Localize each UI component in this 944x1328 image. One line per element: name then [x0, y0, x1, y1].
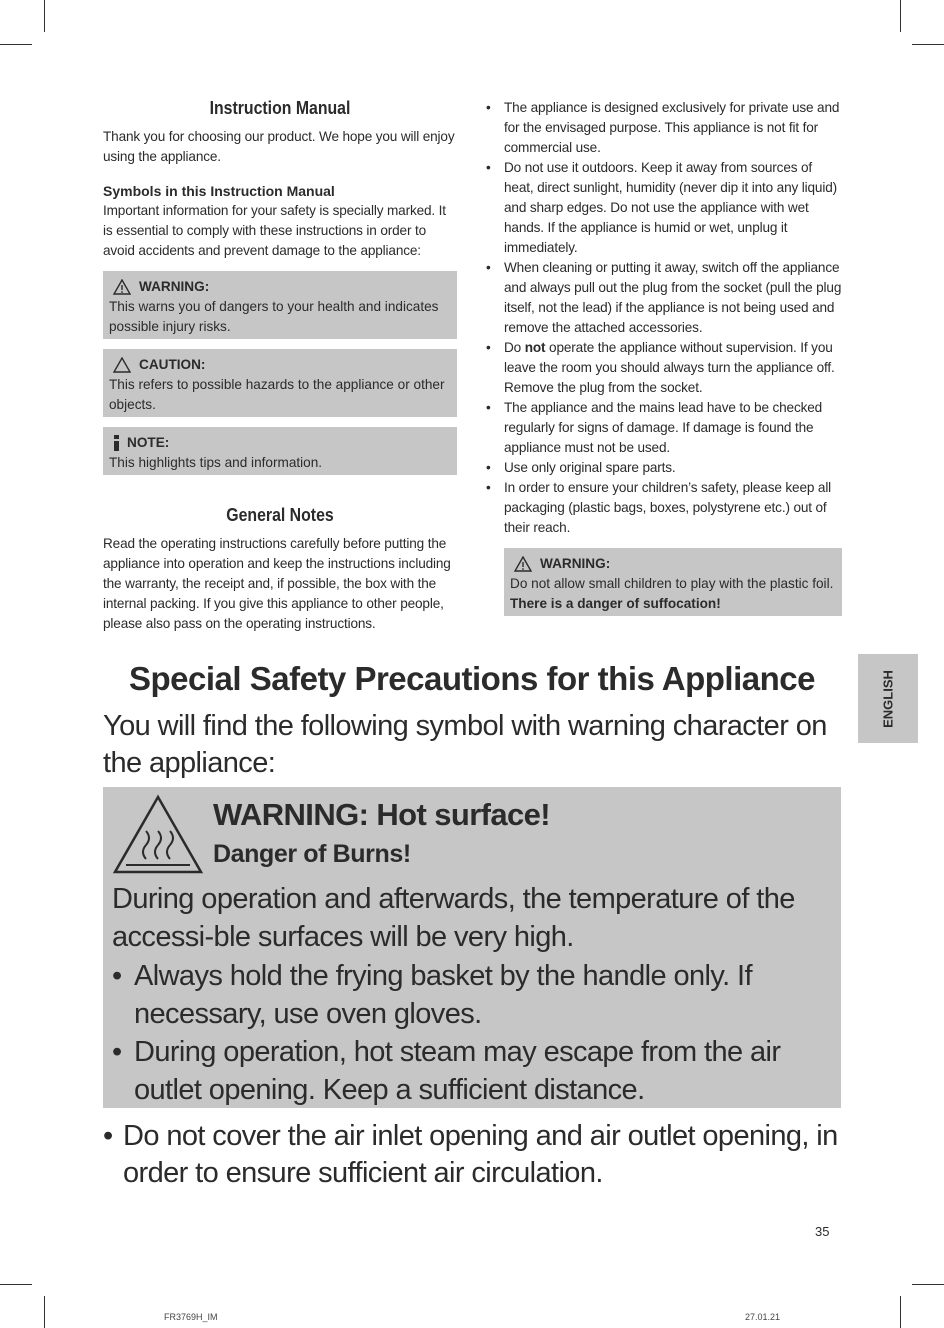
list-item: • Do not use it outdoors. Keep it away from sources of heat, direct sunlight, humidity (never dip it into any liquid) and sharp edges. Do not use the appliance with wet hands. If the appliance is humid or wet, unplug it immediately. [484, 158, 842, 258]
special-safety-title: Special Safety Precautions for this Appliance [129, 660, 815, 697]
language-tab [858, 654, 918, 743]
list-item: • The appliance and the mains lead have to be checked regularly for signs of damage. If damage is found the appliance must not be used. [484, 398, 842, 458]
left-column [103, 98, 457, 634]
caution-triangle-icon [113, 357, 131, 373]
instruction-manual-heading: Instruction Manual [209, 98, 351, 118]
warning-label: WARNING: [139, 279, 210, 294]
list-item: • During operation, hot steam may escape from the air outlet opening. Keep a sufficient distance. [112, 1033, 832, 1109]
footer-code: FR3769H_IM [164, 1312, 218, 1322]
warning-box [103, 271, 457, 339]
warning-label: WARNING: [540, 556, 611, 571]
general-notes-heading: General Notes [226, 505, 334, 525]
list-item-prefix: Do [504, 340, 525, 355]
children-warning-box [504, 548, 842, 616]
crop-mark [912, 1284, 944, 1285]
hot-surface-title: WARNING: Hot surface! [213, 797, 551, 832]
caution-box [103, 349, 457, 417]
note-label: NOTE: [127, 435, 170, 450]
caution-text: This refers to possible hazards to the appliance or other objects. [109, 377, 445, 412]
air-circulation-list [103, 1118, 841, 1192]
hot-surface-text: During operation and afterwards, the temperature of the accessi-ble surfaces will be very high. [112, 883, 795, 953]
crop-mark [912, 44, 944, 45]
info-icon [113, 435, 121, 451]
language-label: ENGLISH [880, 669, 896, 728]
list-item: • When cleaning or putting it away, switch off the appliance and always pull out the plug from the socket (pull the plug itself, not the lead) if the appliance is not being used and remove the attached accessories. [484, 258, 842, 338]
list-item-rest: operate the appliance without supervision. If you leave the room you should always turn the appliance off. Remove the plug from the socket. [504, 340, 835, 395]
hot-surface-subtitle: Danger of Burns! [213, 840, 411, 868]
crop-mark [900, 0, 901, 32]
warning-text: Do not allow small children to play with the plastic foil. [510, 576, 834, 591]
crop-mark [44, 1296, 45, 1328]
crop-mark [0, 44, 32, 45]
crop-mark [44, 0, 45, 32]
crop-mark [900, 1296, 901, 1328]
caution-label: CAUTION: [139, 357, 206, 372]
page-number: 35 [815, 1224, 830, 1239]
symbols-heading: Symbols in this Instruction Manual [103, 183, 335, 199]
hot-surface-warning-box [103, 787, 841, 1108]
note-box [103, 427, 457, 475]
crop-mark [0, 1284, 32, 1285]
intro-text: Thank you for choosing our product. We hope you will enjoy using the appliance. [103, 129, 455, 164]
general-notes-list [484, 98, 842, 538]
general-notes-text: Read the operating instructions carefully before putting the appliance into operation and keep the instructions including the warranty, the receipt and, if possible, the box with the internal packing. If you give this appliance to other people, please also pass on the operating instructions. [103, 536, 451, 631]
list-item: • Always hold the frying basket by the handle only. If necessary, use oven gloves. [112, 957, 832, 1033]
symbols-text: Important information for your safety is specially marked. It is essential to comply with these instructions in order to avoid accidents and prevent damage to the appliance: [103, 203, 446, 258]
list-item [484, 338, 842, 398]
hot-surface-icon [112, 793, 204, 875]
list-item: • Do not cover the air inlet opening and air outlet opening, in order to ensure sufficient air circulation. [103, 1118, 841, 1192]
list-item-emphasis: not [524, 340, 546, 355]
warning-text: This warns you of dangers to your health and indicates possible injury risks. [109, 299, 439, 334]
special-safety-intro: You will find the following symbol with warning character on the appliance: [103, 710, 827, 779]
list-item: • Use only original spare parts. [484, 458, 842, 478]
hot-surface-list [112, 957, 832, 1109]
footer-date: 27.01.21 [745, 1312, 781, 1322]
note-text: This highlights tips and information. [109, 455, 323, 470]
warning-bold-text: There is a danger of suffocation! [510, 596, 721, 611]
list-item: • In order to ensure your children’s safety, please keep all packaging (plastic bags, boxes, polystyrene etc.) out of their reach. [484, 478, 842, 538]
warning-triangle-icon [113, 279, 131, 295]
warning-triangle-icon [514, 556, 532, 572]
list-item: • The appliance is designed exclusively for private use and for the envisaged purpose. This appliance is not fit for commercial use. [484, 98, 842, 158]
right-column [484, 98, 842, 616]
